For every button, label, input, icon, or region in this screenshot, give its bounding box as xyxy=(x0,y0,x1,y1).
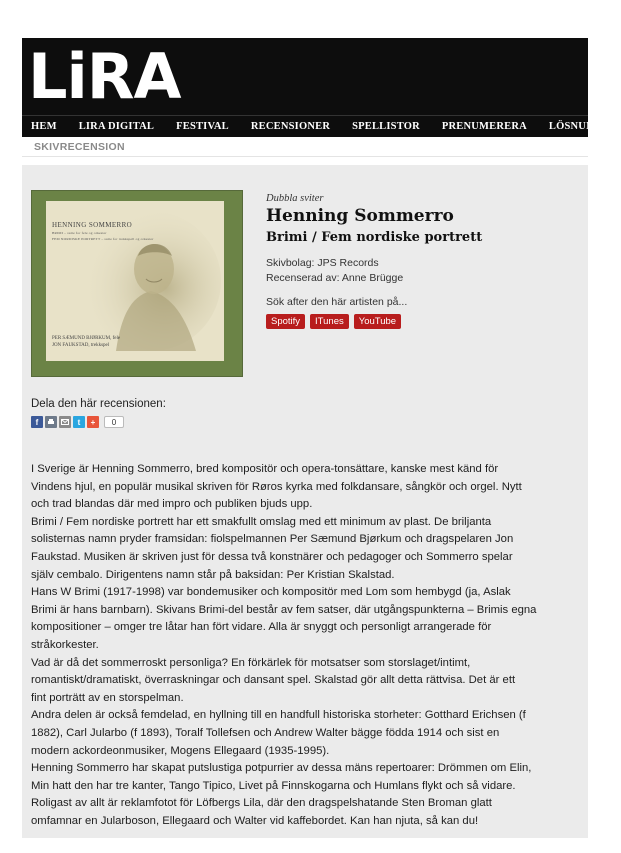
site-logo[interactable]: LiRA xyxy=(28,40,181,113)
review-line: Andra delen är också femdelad, en hyllning till en handfull historiska storheter: Gotthard Erichsen (f xyxy=(31,709,526,722)
itunes-button[interactable]: ITunes xyxy=(310,314,349,329)
nav-item-prenumerera[interactable]: PRENUMERERA xyxy=(441,121,527,132)
review-line: Henning Sommerro har skapat putslustiga potpurrier av dessa mäns repertoarer: Drömmen om Elin, xyxy=(31,762,532,775)
spotify-button[interactable]: Spotify xyxy=(266,314,305,329)
cover-title: HENNING SOMMERRO xyxy=(52,221,133,229)
masthead xyxy=(22,38,588,115)
review-line: Roligast av allt är reklamfotot för Löfbergs Lila, där den dragspelshatande Sten Broman glatt xyxy=(31,797,492,810)
album-cover-inner xyxy=(46,201,224,361)
review-line: Vindens hjul, en populär musikal skriven för Røros kyrka med folkdansare, sångkör och orgel. Nytt xyxy=(31,480,522,493)
share-count: 0 xyxy=(104,416,124,428)
twitter-icon[interactable]: t xyxy=(73,416,85,428)
breadcrumb[interactable]: SKIVRECENSION xyxy=(34,140,125,153)
review-line: solisternas namn pryder framsidan: fiolspelmannen Per Sæmund Bjørkum och dragspelaren Jon xyxy=(31,533,514,546)
review-line: kompositioner – omger tre låtar han fört vidare. Alla är snyggt och personligt arrangerade för xyxy=(31,621,492,634)
album-info xyxy=(266,193,576,329)
review-line: Vad är då det sommerroskt personliga? En förkärlek för motsatser som storslaget/intimt, xyxy=(31,656,471,669)
nav-item-spellistor[interactable]: SPELLISTOR xyxy=(352,121,420,132)
review-line: själv cembalo. Dirigentens namn står på baksidan: Per Kristian Skalstad. xyxy=(31,568,395,581)
email-icon[interactable] xyxy=(59,416,71,428)
main-nav xyxy=(22,115,621,137)
share-section xyxy=(31,398,166,428)
review-line: Min hatt den har tre kanter, Tango Tipico, Livet på Finnskogarna och Humlans flykt och så vidare. xyxy=(31,779,516,792)
review-kicker: Dubbla sviter xyxy=(266,193,324,204)
review-line: fint porträtt av en storspelman. xyxy=(31,691,184,704)
nav-item-festival[interactable]: FESTIVAL xyxy=(176,121,229,132)
cover-performer-2: JON FAUKSTAD, trekkspel xyxy=(52,343,110,348)
artist-name: Henning Sommerro xyxy=(266,206,454,226)
review-line: modern ackordeonmusiker, Mogens Ellegaard (1935-1995). xyxy=(31,744,330,757)
review-panel xyxy=(22,165,588,838)
review-line: omfamnar en Jularboson, Ellegaard och Walter vid kaffebordet. Kan han njuta, så kan du! xyxy=(31,814,479,827)
review-line: 1882), Carl Jularbo (f 1893), Toralf Tollefsen och Andrew Walter bägge födda 1914 och sist en xyxy=(31,726,500,739)
nav-item-losnummer[interactable]: LÖSNUMMER xyxy=(548,121,621,132)
record-label: Skivbolag: JPS Records xyxy=(266,257,379,269)
sub-nav xyxy=(22,137,588,157)
review-line: Brimi / Fem nordiske portrett har ett smakfullt omslag med ett minimum av plast. De briljanta xyxy=(31,515,492,528)
nav-item-recensioner[interactable]: RECENSIONER xyxy=(250,121,331,132)
page xyxy=(22,38,621,838)
nav-item-hem[interactable]: HEM xyxy=(31,121,57,132)
nav-item-lira-digital[interactable]: LIRA DIGITAL xyxy=(78,121,155,132)
youtube-button[interactable]: YouTube xyxy=(354,314,401,329)
print-icon[interactable] xyxy=(45,416,57,428)
review-line: stråkorkester. xyxy=(31,638,99,651)
review-line: Faukstad. Musiken är skriven just för dessa två konstnärer och pedagoger och Sommerro spelar xyxy=(31,550,513,563)
share-label: Dela den här recensionen: xyxy=(31,398,166,410)
review-body xyxy=(31,461,571,830)
reviewer: Recenserad av: Anne Brügge xyxy=(266,272,404,284)
album-cover xyxy=(31,190,243,377)
review-line: och trad blandas där med impro och publiken bjuds upp. xyxy=(31,498,313,511)
facebook-icon[interactable]: f xyxy=(31,416,43,428)
cover-subtitle-2: FEM NORDISKE PORTRETT – suite for trekkspell og orkester xyxy=(52,237,154,241)
cover-performer-1: PER SÆMUND BJØRKUM, fele xyxy=(52,336,121,341)
cover-subtitle-1: BRIMI – suite for fele og orkester xyxy=(52,231,107,235)
review-line: Hans W Brimi (1917-1998) var bondemusiker och kompositör med Lom som hembygd (ja, Aslak xyxy=(31,586,511,599)
share-buttons xyxy=(31,416,166,428)
store-links xyxy=(266,314,576,329)
artist-search-label: Sök after den här artisten på... xyxy=(266,296,408,308)
review-line: I Sverige är Henning Sommerro, bred kompositör och opera-tonsättare, kanske mest känd för xyxy=(31,463,499,475)
review-line: Brimi är hans barnbarn). Skivans Brimi-del består av fem satser, där utgångspunkterna – Brimis egna xyxy=(31,603,537,616)
review-line: romantiskt/dramatiskt, överraskningar och dansant spel. Skalstad gör allt detta rättvisa. Det är ett xyxy=(31,674,516,687)
album-title: Brimi / Fem nordiske portrett xyxy=(266,230,483,245)
plus-icon[interactable]: + xyxy=(87,416,99,428)
